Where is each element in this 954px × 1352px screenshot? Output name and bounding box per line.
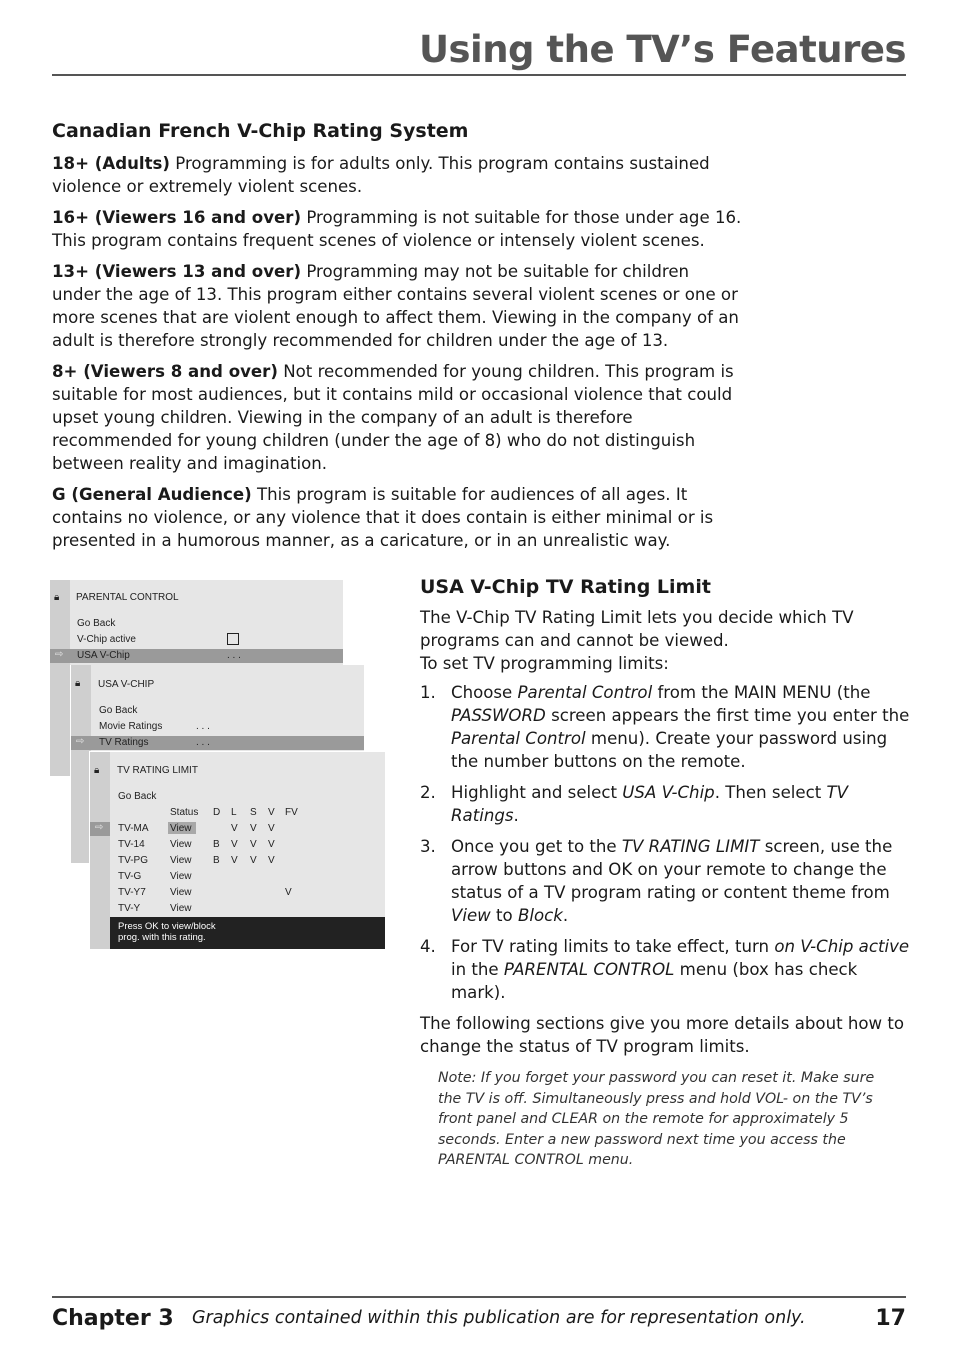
section-heading: USA V-Chip TV Rating Limit — [420, 576, 711, 598]
rating-name: TV-G — [118, 871, 142, 882]
section-heading: Canadian French V-Chip Rating System — [52, 120, 469, 142]
rating-name: TV-MA — [118, 823, 149, 834]
menu-item-go-back[interactable]: Go Back — [118, 791, 157, 802]
rating-cell-l[interactable]: V — [231, 839, 238, 850]
step-text: Once you get to the TV RATING LIMIT screen, use the arrow buttons and OK on your remote to change the status of a TV program rating or content theme from View to Block. — [451, 837, 893, 925]
intro-text: The V-Chip TV Rating Limit lets you decide which TV programs can and cannot be viewed. — [420, 608, 854, 650]
submenu-dots: . . . — [196, 721, 210, 732]
canadian-section — [52, 120, 742, 560]
arrow-icon: ⇨ — [76, 736, 85, 747]
menu-strip — [50, 580, 70, 776]
col-header-status: Status — [170, 807, 199, 818]
tv-rating-limit-screen — [90, 752, 385, 949]
rating-cell-d[interactable]: B — [213, 839, 220, 850]
following-text: The following sections give you more details about how to change the status of TV program limits. — [420, 1014, 905, 1056]
step-item — [420, 935, 910, 1004]
menu-item-tv-ratings[interactable]: TV Ratings — [99, 737, 149, 748]
col-header-d: D — [213, 807, 221, 818]
lock-icon: 🔒︎ — [75, 678, 81, 689]
col-header-s: S — [250, 807, 257, 818]
step-text: Choose Parental Control from the MAIN MENU (the PASSWORD screen appears the first time you enter the Parental Control menu). Create your password using the number buttons on the remote. — [451, 683, 910, 771]
step-item — [420, 781, 910, 827]
rating-description: Programming may not be suitable for children under the age of 13. This program either contains several violent scenes or one or more scenes that are violent enough to affect them. Viewing in the company of an adult is therefore strongly recommended for children under the age of 13. — [52, 262, 739, 350]
menu-title: TV RATING LIMIT — [117, 765, 198, 776]
rating-paragraph — [52, 360, 742, 475]
step-text: For TV rating limits to take effect, turn on V-Chip active in the PARENTAL CONTROL menu (box has check mark). — [451, 937, 910, 1002]
rating-cell-fv[interactable]: V — [285, 887, 292, 898]
arrow-icon: ⇨ — [55, 649, 64, 660]
rating-cell-l[interactable]: V — [231, 855, 238, 866]
page-title: Using the TV’s Features — [418, 28, 906, 71]
rating-name: TV-Y — [118, 903, 141, 914]
menu-item-movie-ratings[interactable]: Movie Ratings — [99, 721, 163, 732]
menu-item-go-back[interactable]: Go Back — [99, 705, 138, 716]
step-text: Highlight and select USA V-Chip. Then select TV Ratings. — [451, 783, 848, 825]
rating-term: 13+ (Viewers 13 and over) — [52, 262, 302, 281]
rating-cell-status[interactable]: View — [170, 823, 192, 834]
intro-text-2: To set TV programming limits: — [420, 654, 669, 673]
step-number: 1. — [420, 683, 436, 702]
menu-item-vchip-active[interactable]: V-Chip active — [77, 634, 136, 645]
rating-description: This program is suitable for audiences of all ages. It contains no violence, or any violence that it does contain is either minimal or is presented in a humorous manner, as a caricature, or in an unrealistic way. — [52, 485, 714, 550]
rating-cell-s[interactable]: V — [250, 839, 257, 850]
rating-name: TV-Y7 — [118, 887, 146, 898]
header-rule — [52, 74, 906, 76]
rating-cell-status[interactable]: View — [170, 887, 192, 898]
menu-title: PARENTAL CONTROL — [76, 592, 179, 603]
rating-cell-d[interactable]: B — [213, 855, 220, 866]
password-note: Note: If you forget your password you can reset it. Make sure the TV is off. Simultaneously press and hold VOL- on the TV’s front panel and CLEAR on the remote for approximately 5 seconds. Enter a new password next time you access the PARENTAL CONTROL menu. — [438, 1070, 875, 1168]
chapter-label: Chapter 3 — [52, 1306, 174, 1331]
footer-rule — [52, 1296, 906, 1298]
rating-description: Programming is for adults only. This program contains sustained violence or extremely violent scenes. — [52, 154, 710, 196]
rating-cell-s[interactable]: V — [250, 823, 257, 834]
step-number: 3. — [420, 837, 436, 856]
col-header-v: V — [268, 807, 275, 818]
rating-paragraph — [52, 206, 742, 252]
rating-paragraph — [52, 260, 742, 352]
menu-item-usa-vchip[interactable]: USA V-Chip — [77, 650, 130, 661]
rating-term: 18+ (Adults) — [52, 154, 170, 173]
step-number: 4. — [420, 937, 436, 956]
menu-title: USA V-CHIP — [98, 679, 155, 690]
step-number: 2. — [420, 783, 436, 802]
rating-cell-v[interactable]: V — [268, 839, 275, 850]
vchip-active-checkbox[interactable] — [227, 633, 239, 645]
rating-cell-s[interactable]: V — [250, 855, 257, 866]
rating-cell-l[interactable]: V — [231, 823, 238, 834]
rating-paragraph — [52, 483, 742, 552]
menu-strip — [90, 752, 110, 949]
rating-paragraph — [52, 152, 742, 198]
col-header-l: L — [231, 807, 237, 818]
rating-name: TV-14 — [118, 839, 145, 850]
rating-term: G (General Audience) — [52, 485, 252, 504]
submenu-dots: . . . — [227, 650, 241, 661]
rating-cell-status[interactable]: View — [170, 871, 192, 882]
usa-section — [420, 576, 910, 1171]
lock-icon: 🔒︎ — [94, 765, 100, 776]
step-item — [420, 681, 910, 773]
arrow-icon: ⇨ — [95, 822, 104, 833]
page-number: 17 — [875, 1306, 906, 1331]
rating-cell-status[interactable]: View — [170, 855, 192, 866]
rating-cell-v[interactable]: V — [268, 823, 275, 834]
help-prompt: Press OK to view/block prog. with this rating. — [110, 917, 385, 949]
step-item — [420, 835, 910, 927]
rating-list — [52, 152, 742, 552]
lock-icon: 🔒︎ — [54, 592, 60, 603]
rating-cell-v[interactable]: V — [268, 855, 275, 866]
submenu-dots: . . . — [196, 737, 210, 748]
rating-description: Programming is not suitable for those under age 16. This program contains frequent scenes of violence or intensely violent scenes. — [52, 208, 742, 250]
rating-cell-status[interactable]: View — [170, 903, 192, 914]
rating-cell-status[interactable]: View — [170, 839, 192, 850]
col-header-fv: FV — [285, 807, 298, 818]
rating-description: Not recommended for young children. This program is suitable for most audiences, but it contains mild or occasional violence that could upset young children. Viewing in the company of an adult is therefore recommended for young children (under the age of 8) who do not distinguish between reality and imagination. — [52, 362, 734, 473]
rating-term: 16+ (Viewers 16 and over) — [52, 208, 302, 227]
menu-item-go-back[interactable]: Go Back — [77, 618, 116, 629]
rating-name: TV-PG — [118, 855, 149, 866]
menu-strip — [71, 665, 91, 863]
rating-term: 8+ (Viewers 8 and over) — [52, 362, 278, 381]
steps-list — [420, 681, 910, 1004]
footer-note: Graphics contained within this publication are for representation only. — [192, 1308, 806, 1328]
